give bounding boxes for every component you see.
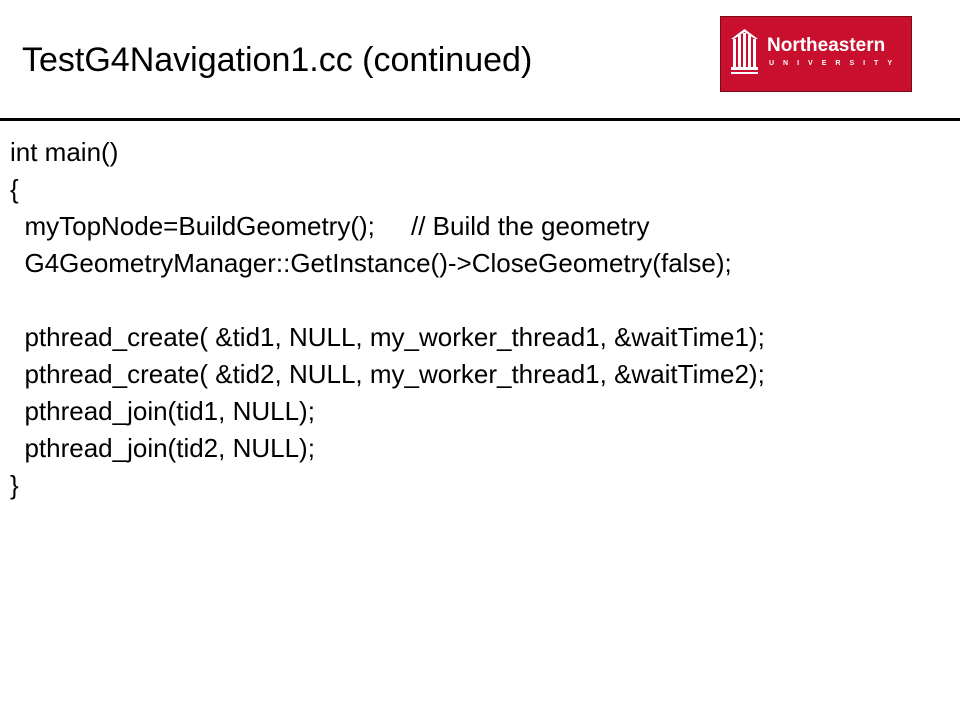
code-block: [10, 134, 950, 504]
slide-title: TestG4Navigation1.cc (continued): [22, 41, 533, 79]
code-line: pthread_join(tid2, NULL);: [10, 433, 315, 463]
code-line: myTopNode=BuildGeometry(); // Build the geometry: [10, 211, 650, 241]
code-line: pthread_join(tid1, NULL);: [10, 396, 315, 426]
logo-name: Northeastern: [767, 35, 886, 56]
code-line: [10, 282, 950, 319]
code-line: pthread_create( &tid1, NULL, my_worker_thread1, &waitTime1);: [10, 322, 765, 352]
code-line: {: [10, 174, 19, 204]
university-seal-icon: [731, 29, 761, 77]
northeastern-university-logo: [720, 16, 912, 92]
code-line: pthread_create( &tid2, NULL, my_worker_thread1, &waitTime2);: [10, 359, 765, 389]
logo-subtitle: UNIVERSITY: [769, 60, 902, 67]
title-divider: [0, 118, 960, 121]
code-line: G4GeometryManager::GetInstance()->CloseGeometry(false);: [10, 248, 732, 278]
code-line: int main(): [10, 137, 119, 167]
code-line: }: [10, 470, 19, 500]
